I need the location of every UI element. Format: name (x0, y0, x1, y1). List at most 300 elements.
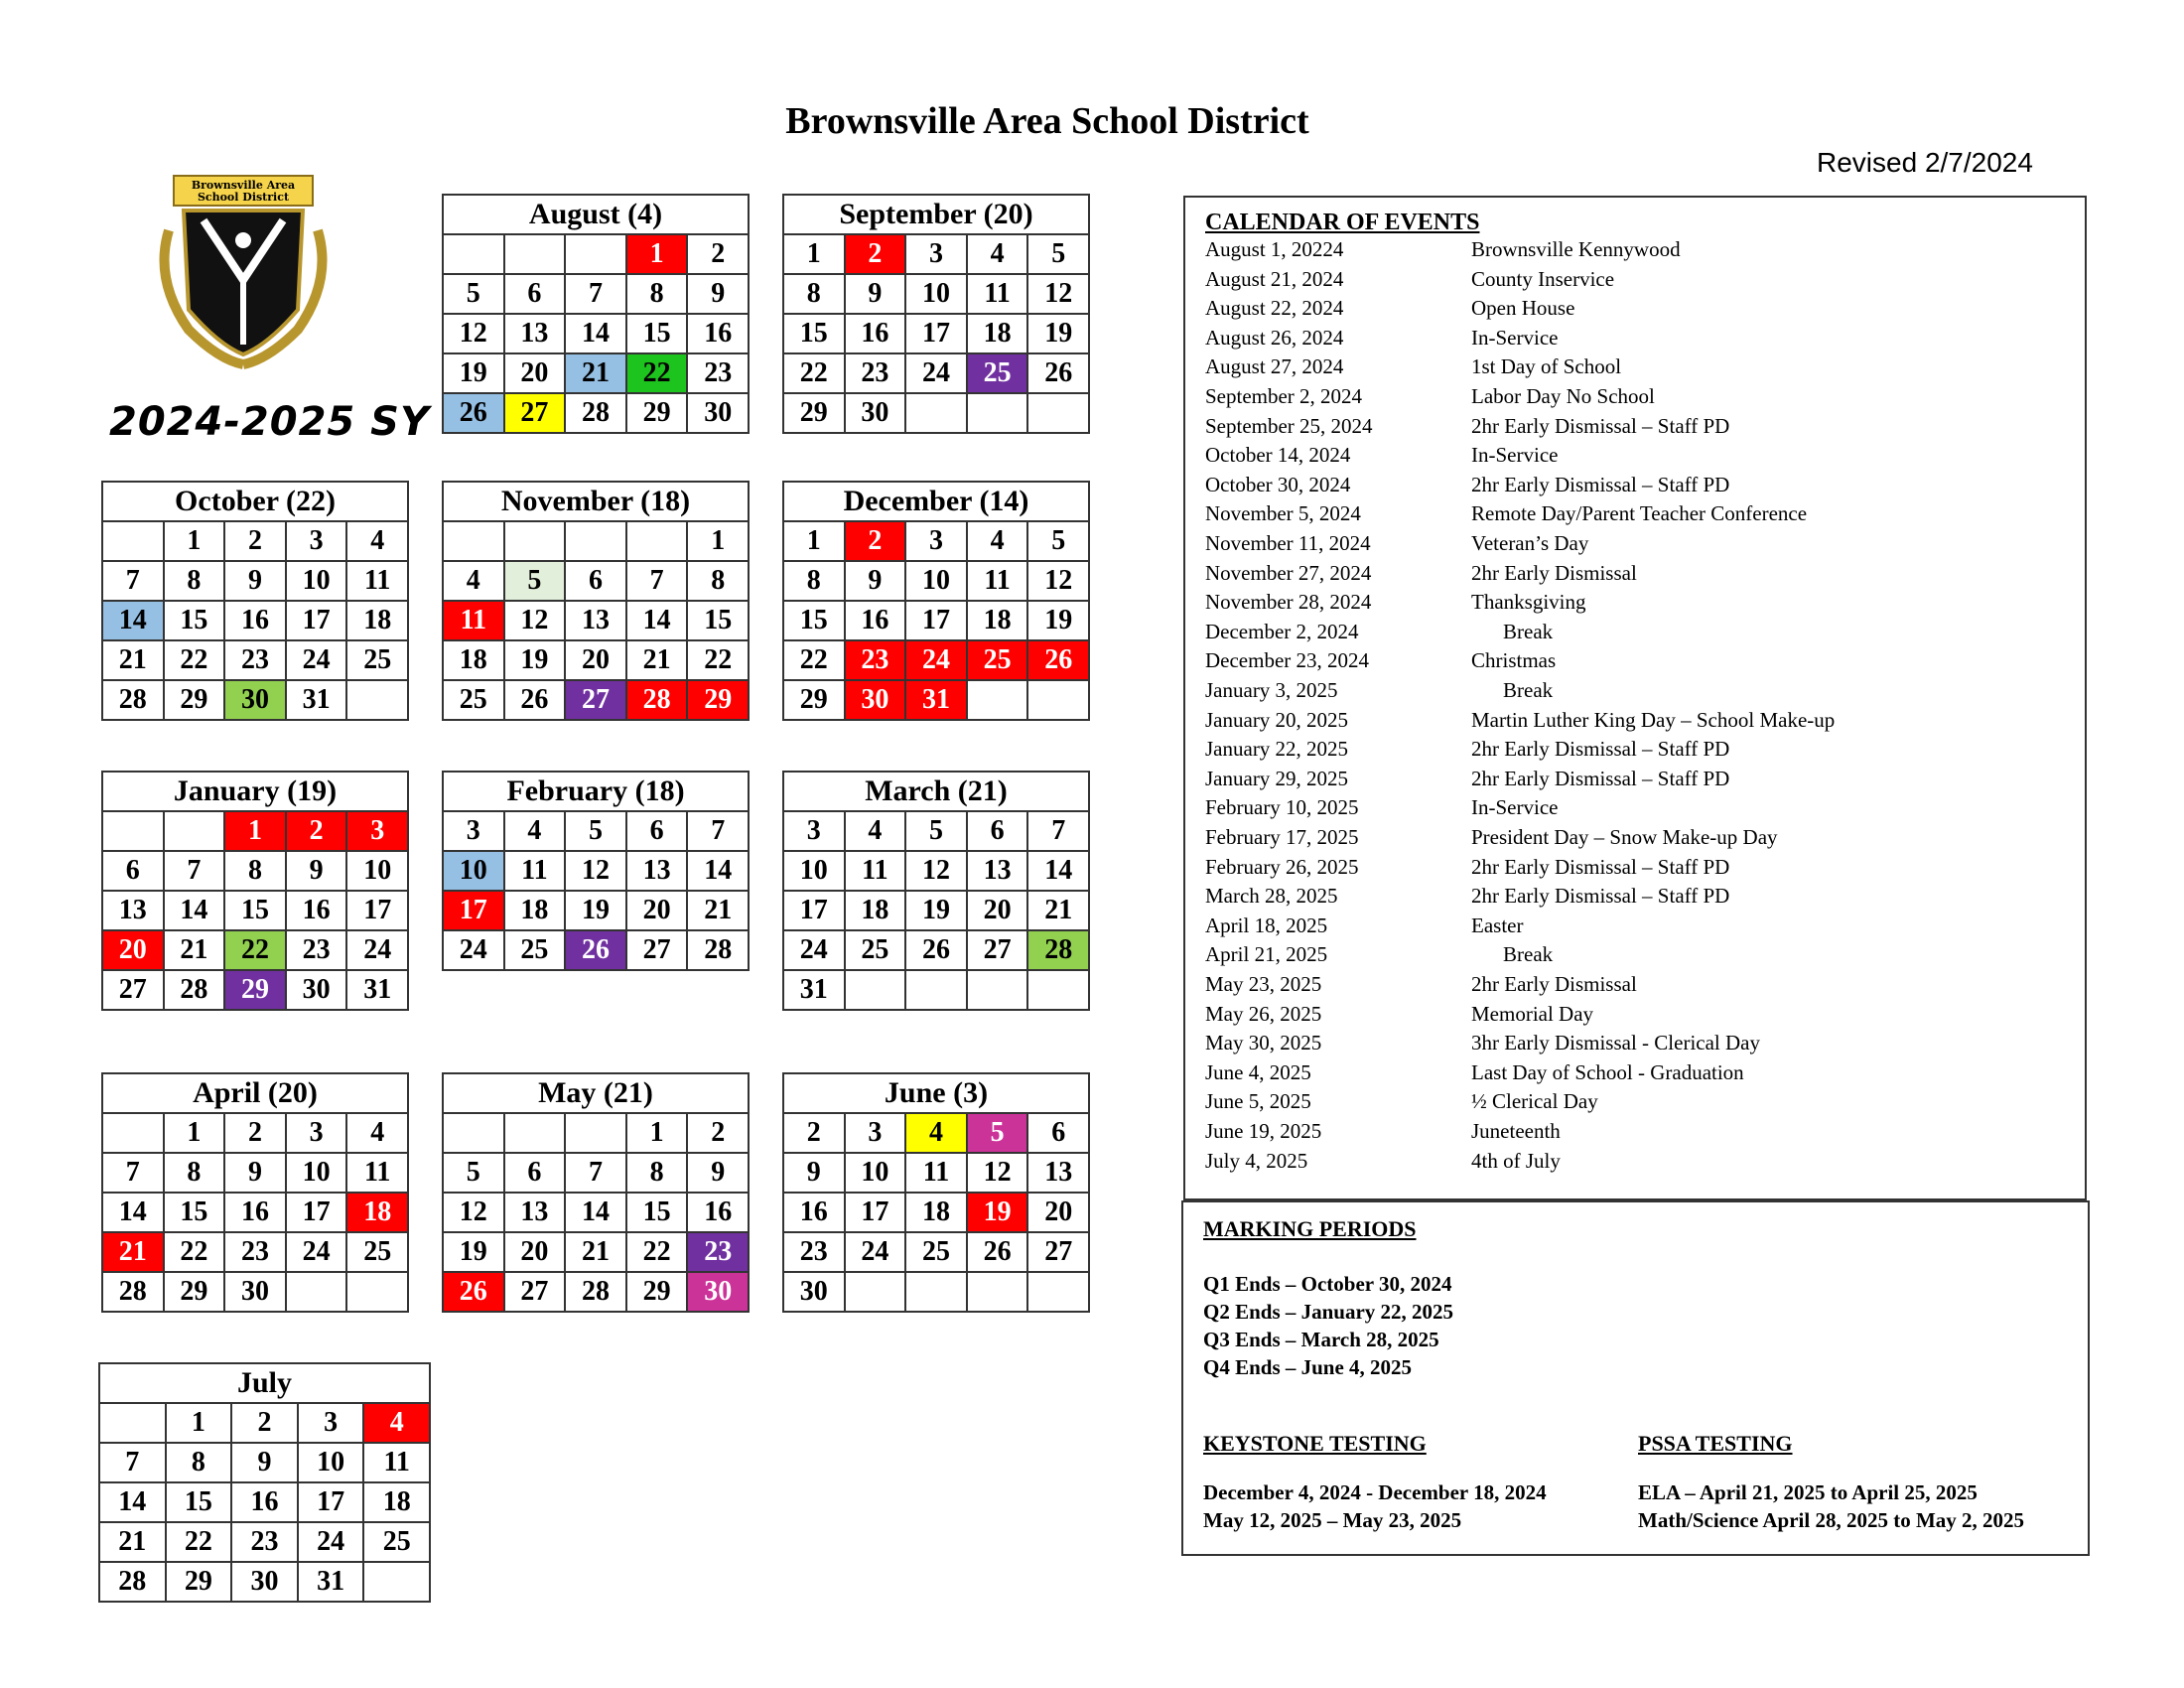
marking-period-q4: Q4 Ends – June 4, 2025 (1203, 1355, 1413, 1379)
event-description: 2hr Early Dismissal – Staff PD (1471, 884, 1730, 909)
day-cell: 11 (504, 851, 566, 891)
day-cell: 19 (1027, 601, 1089, 640)
empty-cell (1027, 680, 1089, 720)
month-header: October (22) (102, 482, 408, 521)
day-cell: 7 (102, 561, 164, 601)
day-cell: 27 (626, 930, 688, 970)
day-cell: 18 (967, 314, 1028, 353)
empty-cell (905, 393, 967, 433)
day-cell: 15 (166, 1482, 232, 1522)
day-cell: 22 (687, 640, 749, 680)
event-description: Veteran’s Day (1471, 531, 1589, 555)
event-description: Last Day of School - Graduation (1471, 1059, 1744, 1084)
month-header: November (18) (443, 482, 749, 521)
day-cell: 23 (286, 930, 347, 970)
day-cell: 22 (783, 353, 845, 393)
month-header: February (18) (443, 772, 749, 811)
day-cell: 19 (1027, 314, 1089, 353)
empty-cell (565, 521, 626, 561)
day-cell: 25 (346, 640, 408, 680)
day-cell: 18 (845, 891, 906, 930)
day-cell: 8 (783, 561, 845, 601)
day-cell: 12 (443, 1193, 504, 1232)
day-cell: 9 (783, 1153, 845, 1193)
event-date: May 23, 2025 (1205, 972, 1322, 996)
day-cell: 25 (845, 930, 906, 970)
day-cell: 22 (164, 640, 225, 680)
day-cell: 11 (967, 561, 1028, 601)
day-cell: 2 (224, 521, 286, 561)
event-date: June 19, 2025 (1205, 1119, 1322, 1143)
empty-cell (905, 970, 967, 1010)
day-cell: 29 (166, 1562, 232, 1602)
day-cell: 15 (164, 1193, 225, 1232)
day-cell: 19 (905, 891, 967, 930)
day-cell: 25 (363, 1522, 430, 1562)
school-year-label: 2024-2025 SY (109, 399, 430, 445)
pssa-window-math-science: Math/Science April 28, 2025 to May 2, 2025 (1638, 1508, 2025, 1532)
event-description: Labor Day No School (1471, 384, 1655, 408)
day-cell: 19 (504, 640, 566, 680)
day-cell: 5 (905, 811, 967, 851)
day-cell: 31 (783, 970, 845, 1010)
event-date: January 22, 2025 (1205, 737, 1349, 762)
day-cell: 14 (102, 601, 164, 640)
event-description: Break (1503, 619, 1554, 643)
event-description: 2hr Early Dismissal (1471, 972, 1637, 996)
day-cell: 11 (845, 851, 906, 891)
month-header: July (99, 1363, 430, 1403)
day-cell: 17 (905, 314, 967, 353)
month-header: August (4) (443, 195, 749, 234)
month-calendar (442, 771, 750, 971)
day-cell: 15 (783, 601, 845, 640)
day-cell: 5 (443, 1153, 504, 1193)
empty-cell (565, 1113, 626, 1153)
month-calendar (442, 194, 750, 434)
day-cell: 26 (443, 1272, 504, 1312)
event-description: 4th of July (1471, 1148, 1561, 1173)
day-cell: 14 (565, 1193, 626, 1232)
day-cell: 10 (443, 851, 504, 891)
svg-text:School District: School District (197, 191, 290, 204)
day-cell: 2 (687, 1113, 749, 1153)
day-cell: 31 (286, 680, 347, 720)
event-date: August 27, 2024 (1205, 354, 1344, 379)
day-cell: 24 (783, 930, 845, 970)
day-cell: 12 (443, 314, 504, 353)
day-cell: 13 (102, 891, 164, 930)
day-cell: 31 (298, 1562, 364, 1602)
day-cell: 5 (1027, 521, 1089, 561)
day-cell: 27 (504, 1272, 566, 1312)
day-cell: 9 (687, 274, 749, 314)
day-cell: 19 (565, 891, 626, 930)
day-cell: 22 (626, 353, 688, 393)
month-header: September (20) (783, 195, 1089, 234)
calendar-of-events-panel (1183, 196, 2087, 1200)
empty-cell (504, 1113, 566, 1153)
day-cell: 17 (286, 1193, 347, 1232)
day-cell: 1 (626, 234, 688, 274)
day-cell: 3 (286, 521, 347, 561)
day-cell: 26 (1027, 353, 1089, 393)
day-cell: 19 (443, 1232, 504, 1272)
day-cell: 1 (783, 521, 845, 561)
day-cell: 5 (443, 274, 504, 314)
event-date: June 4, 2025 (1205, 1059, 1311, 1084)
day-cell: 29 (164, 680, 225, 720)
day-cell: 1 (224, 811, 286, 851)
day-cell: 25 (443, 680, 504, 720)
month-calendar (782, 771, 1090, 1011)
day-cell: 21 (99, 1522, 166, 1562)
day-cell: 16 (687, 1193, 749, 1232)
empty-cell (845, 1272, 906, 1312)
day-cell: 4 (363, 1403, 430, 1443)
day-cell: 11 (443, 601, 504, 640)
day-cell: 19 (443, 353, 504, 393)
day-cell: 16 (224, 1193, 286, 1232)
day-cell: 8 (687, 561, 749, 601)
day-cell: 13 (967, 851, 1028, 891)
day-cell: 30 (231, 1562, 298, 1602)
day-cell: 24 (298, 1522, 364, 1562)
day-cell: 16 (845, 314, 906, 353)
day-cell: 18 (346, 1193, 408, 1232)
empty-cell (504, 234, 566, 274)
event-date: March 28, 2025 (1205, 884, 1338, 909)
day-cell: 12 (565, 851, 626, 891)
empty-cell (346, 1272, 408, 1312)
empty-cell (99, 1403, 166, 1443)
day-cell: 26 (967, 1232, 1028, 1272)
empty-cell (565, 234, 626, 274)
event-description: ½ Clerical Day (1471, 1089, 1598, 1114)
day-cell: 29 (164, 1272, 225, 1312)
day-cell: 17 (845, 1193, 906, 1232)
day-cell: 2 (845, 521, 906, 561)
day-cell: 28 (626, 680, 688, 720)
month-calendar (101, 771, 409, 1011)
day-cell: 24 (286, 1232, 347, 1272)
day-cell: 30 (687, 393, 749, 433)
day-cell: 10 (905, 561, 967, 601)
day-cell: 25 (967, 640, 1028, 680)
day-cell: 27 (565, 680, 626, 720)
empty-cell (967, 970, 1028, 1010)
day-cell: 11 (967, 274, 1028, 314)
day-cell: 22 (626, 1232, 688, 1272)
event-description: In-Service (1471, 443, 1559, 468)
day-cell: 25 (346, 1232, 408, 1272)
day-cell: 30 (687, 1272, 749, 1312)
day-cell: 14 (102, 1193, 164, 1232)
empty-cell (443, 1113, 504, 1153)
day-cell: 29 (783, 680, 845, 720)
day-cell: 5 (565, 811, 626, 851)
day-cell: 14 (99, 1482, 166, 1522)
day-cell: 5 (1027, 234, 1089, 274)
month-calendar (782, 481, 1090, 721)
day-cell: 30 (845, 393, 906, 433)
day-cell: 10 (346, 851, 408, 891)
day-cell: 6 (565, 561, 626, 601)
day-cell: 14 (687, 851, 749, 891)
day-cell: 29 (783, 393, 845, 433)
day-cell: 17 (298, 1482, 364, 1522)
day-cell: 4 (504, 811, 566, 851)
day-cell: 15 (164, 601, 225, 640)
day-cell: 10 (286, 1153, 347, 1193)
day-cell: 9 (845, 274, 906, 314)
day-cell: 20 (565, 640, 626, 680)
day-cell: 20 (967, 891, 1028, 930)
day-cell: 16 (845, 601, 906, 640)
day-cell: 8 (224, 851, 286, 891)
day-cell: 27 (1027, 1232, 1089, 1272)
day-cell: 10 (298, 1443, 364, 1482)
event-description: Easter (1471, 913, 1524, 937)
day-cell: 4 (443, 561, 504, 601)
event-date: July 4, 2025 (1205, 1148, 1308, 1173)
event-date: January 29, 2025 (1205, 766, 1349, 790)
day-cell: 18 (443, 640, 504, 680)
day-cell: 18 (967, 601, 1028, 640)
empty-cell (967, 393, 1028, 433)
event-date: December 2, 2024 (1205, 619, 1359, 643)
day-cell: 28 (99, 1562, 166, 1602)
day-cell: 2 (687, 234, 749, 274)
day-cell: 7 (102, 1153, 164, 1193)
event-date: November 5, 2024 (1205, 501, 1361, 526)
empty-cell (967, 680, 1028, 720)
day-cell: 1 (783, 234, 845, 274)
day-cell: 12 (967, 1153, 1028, 1193)
day-cell: 30 (783, 1272, 845, 1312)
event-description: In-Service (1471, 795, 1559, 820)
day-cell: 14 (565, 314, 626, 353)
day-cell: 23 (224, 640, 286, 680)
month-calendar (782, 194, 1090, 434)
day-cell: 13 (565, 601, 626, 640)
day-cell: 24 (905, 353, 967, 393)
day-cell: 10 (845, 1153, 906, 1193)
day-cell: 21 (102, 1232, 164, 1272)
event-date: February 17, 2025 (1205, 825, 1359, 849)
event-date: January 3, 2025 (1205, 678, 1338, 702)
day-cell: 7 (1027, 811, 1089, 851)
day-cell: 1 (166, 1403, 232, 1443)
day-cell: 12 (905, 851, 967, 891)
empty-cell (1027, 970, 1089, 1010)
event-description: 2hr Early Dismissal – Staff PD (1471, 413, 1730, 438)
event-date: August 1, 20224 (1205, 237, 1344, 261)
day-cell: 12 (1027, 561, 1089, 601)
day-cell: 4 (967, 521, 1028, 561)
empty-cell (626, 521, 688, 561)
event-date: October 14, 2024 (1205, 443, 1351, 468)
day-cell: 27 (102, 970, 164, 1010)
day-cell: 6 (504, 1153, 566, 1193)
day-cell: 17 (286, 601, 347, 640)
day-cell: 20 (626, 891, 688, 930)
day-cell: 7 (99, 1443, 166, 1482)
day-cell: 30 (224, 680, 286, 720)
day-cell: 9 (224, 561, 286, 601)
day-cell: 3 (298, 1403, 364, 1443)
day-cell: 26 (504, 680, 566, 720)
day-cell: 9 (224, 1153, 286, 1193)
day-cell: 7 (687, 811, 749, 851)
day-cell: 30 (224, 1272, 286, 1312)
event-description: County Inservice (1471, 266, 1615, 291)
day-cell: 1 (164, 521, 225, 561)
day-cell: 16 (286, 891, 347, 930)
day-cell: 2 (783, 1113, 845, 1153)
day-cell: 1 (687, 521, 749, 561)
day-cell: 7 (565, 1153, 626, 1193)
event-date: April 21, 2025 (1205, 942, 1328, 967)
testing-panel (1181, 1200, 2090, 1556)
day-cell: 18 (363, 1482, 430, 1522)
event-description: 2hr Early Dismissal – Staff PD (1471, 737, 1730, 762)
day-cell: 4 (845, 811, 906, 851)
day-cell: 13 (1027, 1153, 1089, 1193)
event-description: Christmas (1471, 648, 1557, 673)
day-cell: 29 (224, 970, 286, 1010)
marking-period-q3: Q3 Ends – March 28, 2025 (1203, 1328, 1439, 1351)
event-description: President Day – Snow Make-up Day (1471, 825, 1778, 849)
month-header: April (20) (102, 1073, 408, 1113)
keystone-testing-heading: KEYSTONE TESTING (1203, 1431, 1427, 1456)
day-cell: 2 (231, 1403, 298, 1443)
day-cell: 3 (905, 521, 967, 561)
day-cell: 4 (905, 1113, 967, 1153)
event-date: February 26, 2025 (1205, 854, 1359, 879)
day-cell: 6 (626, 811, 688, 851)
event-description: Memorial Day (1471, 1001, 1594, 1026)
day-cell: 23 (687, 353, 749, 393)
day-cell: 15 (626, 314, 688, 353)
day-cell: 11 (363, 1443, 430, 1482)
day-cell: 23 (783, 1232, 845, 1272)
day-cell: 28 (1027, 930, 1089, 970)
day-cell: 4 (346, 1113, 408, 1153)
empty-cell (286, 1272, 347, 1312)
day-cell: 3 (346, 811, 408, 851)
event-date: May 30, 2025 (1205, 1031, 1322, 1055)
month-calendar (782, 1072, 1090, 1313)
empty-cell (102, 811, 164, 851)
event-description: Break (1503, 678, 1554, 702)
day-cell: 28 (102, 1272, 164, 1312)
day-cell: 8 (166, 1443, 232, 1482)
day-cell: 15 (687, 601, 749, 640)
event-description: 2hr Early Dismissal (1471, 560, 1637, 585)
day-cell: 29 (626, 1272, 688, 1312)
day-cell: 31 (905, 680, 967, 720)
day-cell: 11 (346, 561, 408, 601)
event-date: September 25, 2024 (1205, 413, 1373, 438)
day-cell: 2 (845, 234, 906, 274)
event-date: December 23, 2024 (1205, 648, 1370, 673)
empty-cell (443, 234, 504, 274)
day-cell: 28 (102, 680, 164, 720)
day-cell: 8 (164, 1153, 225, 1193)
day-cell: 20 (504, 1232, 566, 1272)
day-cell: 15 (224, 891, 286, 930)
day-cell: 29 (687, 680, 749, 720)
day-cell: 16 (231, 1482, 298, 1522)
event-description: Brownsville Kennywood (1471, 237, 1681, 261)
day-cell: 23 (224, 1232, 286, 1272)
day-cell: 10 (286, 561, 347, 601)
day-cell: 2 (286, 811, 347, 851)
day-cell: 31 (346, 970, 408, 1010)
month-calendar (98, 1362, 431, 1603)
day-cell: 20 (1027, 1193, 1089, 1232)
marking-period-q1: Q1 Ends – October 30, 2024 (1203, 1272, 1452, 1296)
day-cell: 9 (231, 1443, 298, 1482)
day-cell: 23 (231, 1522, 298, 1562)
day-cell: 13 (626, 851, 688, 891)
day-cell: 12 (504, 601, 566, 640)
day-cell: 7 (626, 561, 688, 601)
day-cell: 21 (565, 353, 626, 393)
event-date: August 26, 2024 (1205, 325, 1344, 350)
day-cell: 17 (443, 891, 504, 930)
day-cell: 28 (565, 393, 626, 433)
day-cell: 4 (346, 521, 408, 561)
keystone-window-1: December 4, 2024 - December 18, 2024 (1203, 1480, 1547, 1504)
empty-cell (1027, 393, 1089, 433)
event-date: April 18, 2025 (1205, 913, 1328, 937)
day-cell: 19 (967, 1193, 1028, 1232)
day-cell: 16 (783, 1193, 845, 1232)
event-date: August 22, 2024 (1205, 296, 1344, 321)
event-description: In-Service (1471, 325, 1559, 350)
day-cell: 1 (164, 1113, 225, 1153)
event-date: September 2, 2024 (1205, 384, 1363, 408)
month-header: December (14) (783, 482, 1089, 521)
day-cell: 8 (626, 274, 688, 314)
day-cell: 21 (626, 640, 688, 680)
day-cell: 21 (1027, 891, 1089, 930)
day-cell: 3 (783, 811, 845, 851)
month-calendar (442, 481, 750, 721)
events-heading: CALENDAR OF EVENTS (1205, 210, 1480, 235)
empty-cell (1027, 1272, 1089, 1312)
day-cell: 7 (565, 274, 626, 314)
pssa-testing-heading: PSSA TESTING (1638, 1431, 1793, 1456)
day-cell: 26 (1027, 640, 1089, 680)
day-cell: 14 (626, 601, 688, 640)
day-cell: 22 (224, 930, 286, 970)
event-date: November 27, 2024 (1205, 560, 1372, 585)
day-cell: 21 (687, 891, 749, 930)
empty-cell (363, 1562, 430, 1602)
day-cell: 30 (286, 970, 347, 1010)
empty-cell (164, 811, 225, 851)
day-cell: 21 (565, 1232, 626, 1272)
day-cell: 27 (967, 930, 1028, 970)
day-cell: 24 (346, 930, 408, 970)
day-cell: 15 (783, 314, 845, 353)
day-cell: 22 (783, 640, 845, 680)
day-cell: 16 (687, 314, 749, 353)
day-cell: 7 (164, 851, 225, 891)
